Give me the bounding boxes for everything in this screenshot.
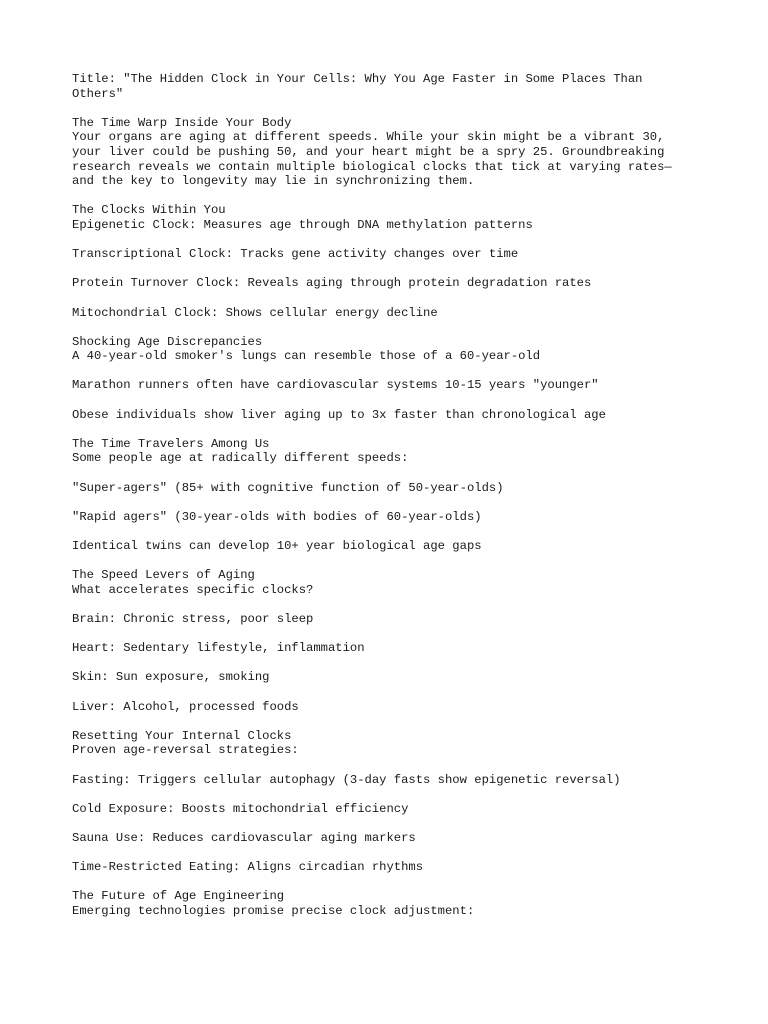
paragraph-line: and the key to longevity may lie in synchronizing them. bbox=[72, 174, 475, 189]
list-item: Brain: Chronic stress, poor sleep bbox=[72, 611, 314, 626]
list-item: Time-Restricted Eating: Aligns circadian rhythms bbox=[72, 860, 424, 875]
paragraph-line: your liver could be pushing 50, and your heart might be a spry 25. Groundbreaking bbox=[72, 144, 665, 159]
section-heading: The Future of Age Engineering bbox=[72, 889, 285, 904]
section-resetting bbox=[72, 729, 728, 758]
list-item: Transcriptional Clock: Tracks gene activity changes over time bbox=[72, 247, 519, 262]
section-intro-line: Proven age-reversal strategies: bbox=[72, 743, 299, 758]
paragraph-line: research reveals we contain multiple biological clocks that tick at varying rates— bbox=[72, 159, 672, 174]
list-item: "Rapid agers" (30-year-olds with bodies of 60-year-olds) bbox=[72, 509, 482, 524]
section-intro-line: Emerging technologies promise precise clock adjustment: bbox=[72, 903, 475, 918]
title-line: Others" bbox=[72, 86, 124, 101]
section-travelers bbox=[72, 437, 728, 466]
paragraph-line: Your organs are aging at different speeds. While your skin might be a vibrant 30, bbox=[72, 130, 665, 145]
list-item: Heart: Sedentary lifestyle, inflammation bbox=[72, 641, 365, 656]
section-heading: The Speed Levers of Aging bbox=[72, 568, 255, 583]
list-item: Fasting: Triggers cellular autophagy (3-day fasts show epigenetic reversal) bbox=[72, 772, 621, 787]
list-item: Protein Turnover Clock: Reveals aging through protein degradation rates bbox=[72, 276, 592, 291]
list-item: Epigenetic Clock: Measures age through DNA methylation patterns bbox=[72, 217, 533, 232]
section-heading: The Time Warp Inside Your Body bbox=[72, 115, 292, 130]
list-item: Cold Exposure: Boosts mitochondrial efficiency bbox=[72, 801, 409, 816]
section-discrepancies bbox=[72, 335, 728, 364]
list-item: "Super-agers" (85+ with cognitive function of 50-year-olds) bbox=[72, 480, 504, 495]
section-heading: Shocking Age Discrepancies bbox=[72, 334, 263, 349]
section-future bbox=[72, 889, 728, 918]
list-item: Skin: Sun exposure, smoking bbox=[72, 670, 270, 685]
document-title bbox=[72, 72, 728, 101]
list-item: Mitochondrial Clock: Shows cellular energy decline bbox=[72, 305, 438, 320]
list-item: Marathon runners often have cardiovascular systems 10-15 years "younger" bbox=[72, 378, 599, 393]
title-line: Title: "The Hidden Clock in Your Cells: Why You Age Faster in Some Places Than bbox=[72, 72, 643, 86]
section-intro bbox=[72, 116, 728, 189]
list-item: Obese individuals show liver aging up to 3x faster than chronological age bbox=[72, 407, 606, 422]
section-levers bbox=[72, 568, 728, 597]
section-intro-line: Some people age at radically different speeds: bbox=[72, 451, 409, 466]
section-heading: The Clocks Within You bbox=[72, 203, 226, 218]
section-heading: Resetting Your Internal Clocks bbox=[72, 728, 292, 743]
list-item: Identical twins can develop 10+ year biological age gaps bbox=[72, 539, 482, 553]
list-item: A 40-year-old smoker's lungs can resemble those of a 60-year-old bbox=[72, 349, 541, 364]
section-heading: The Time Travelers Among Us bbox=[72, 436, 270, 451]
list-item: Liver: Alcohol, processed foods bbox=[72, 699, 299, 714]
section-clocks bbox=[72, 203, 728, 232]
list-item: Sauna Use: Reduces cardiovascular aging markers bbox=[72, 830, 416, 845]
section-intro-line: What accelerates specific clocks? bbox=[72, 582, 314, 597]
